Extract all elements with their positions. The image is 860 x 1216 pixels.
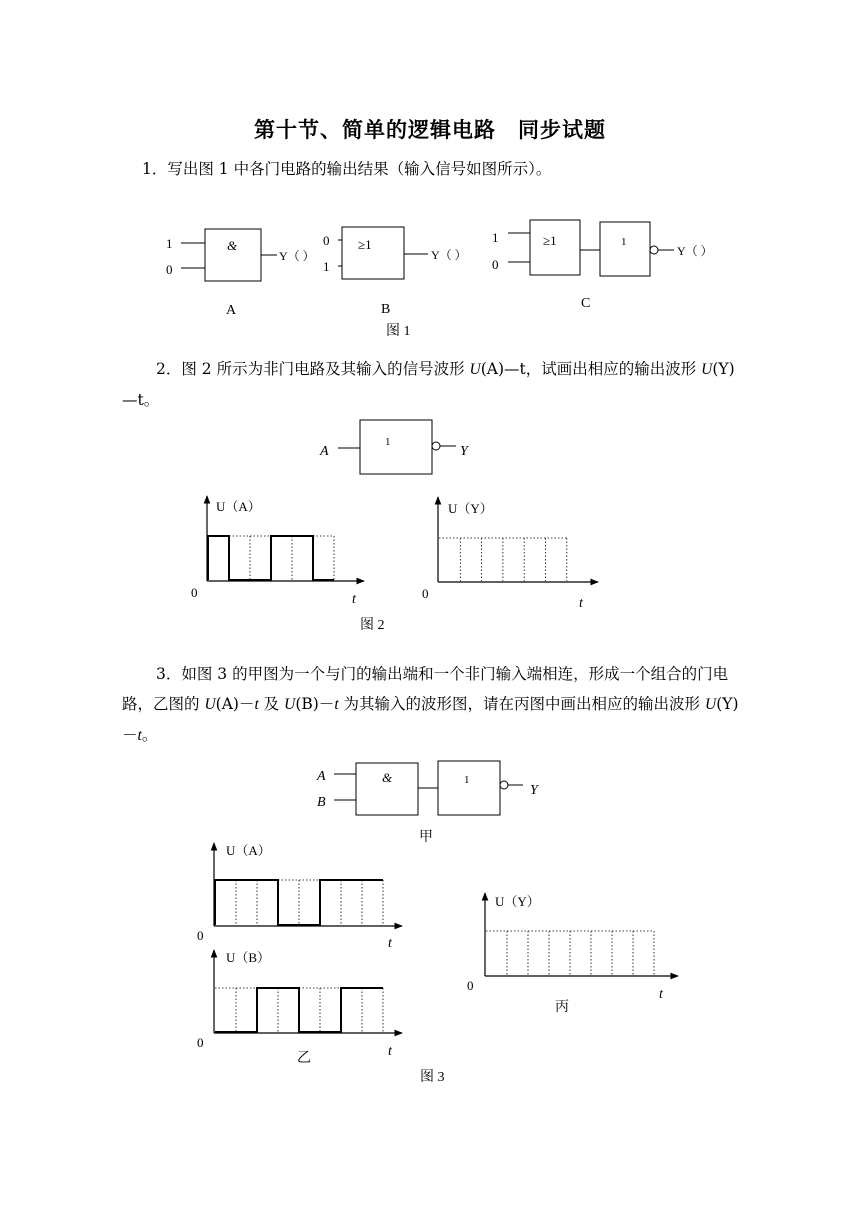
gate-c-or-not xyxy=(508,220,674,276)
waveform-path xyxy=(215,988,383,1032)
gate-a-output: Y（ ） xyxy=(279,249,315,263)
fig3-plot-b-t: t xyxy=(388,1044,392,1059)
fig3-plot-y-origin: 0 xyxy=(467,978,474,993)
fig3-and-symbol: & xyxy=(382,770,393,785)
figure-2-not-gate xyxy=(338,420,456,474)
fig3-waveform-b xyxy=(215,988,383,1032)
fig2-output-label: Y xyxy=(460,444,468,459)
fig3-input-a: A xyxy=(317,769,326,784)
gate-a-input-2: 0 xyxy=(166,262,173,277)
fig3-plot-y-label: U（Y） xyxy=(495,894,540,909)
gate-b-label: B xyxy=(381,302,391,317)
gate-a-and xyxy=(181,229,277,281)
fig2-plot-y-label: U（Y） xyxy=(448,501,493,516)
fig2-input-label: A xyxy=(320,444,329,459)
gate-b-input-1: 0 xyxy=(323,233,330,248)
fig3-input-b: B xyxy=(317,795,326,810)
gate-c-label: C xyxy=(581,296,591,311)
fig3-plot-a-label: U（A） xyxy=(226,843,271,858)
fig2-waveform-y-grid xyxy=(439,538,567,581)
fig3-label-jia: 甲 xyxy=(419,830,433,845)
gate-b-symbol: ≥1 xyxy=(358,237,372,252)
page-title: 第十节、简单的逻辑电路 同步试题 xyxy=(254,117,606,142)
gate-c-input-2: 0 xyxy=(492,257,499,272)
fig2-waveform-a xyxy=(208,536,334,580)
fig3-not-symbol: 1 xyxy=(464,774,470,786)
figure-3-circuit xyxy=(334,761,523,815)
fig3-plot-b-origin: 0 xyxy=(197,1035,204,1050)
fig2-not-symbol: 1 xyxy=(385,436,391,448)
figure-3-caption: 图 3 xyxy=(420,1070,445,1085)
question-2-text: 2．图 2 所示为非门电路及其输入的信号波形 U(A)—t，试画出相应的输出波形 U(Y)—t。 xyxy=(122,360,735,409)
fig3-label-yi: 乙 xyxy=(297,1051,311,1066)
fig3-plot-a-t: t xyxy=(388,936,392,951)
figure-2-caption: 图 2 xyxy=(360,618,385,633)
fig2-plot-a-t: t xyxy=(352,592,356,607)
fig3-plot-y-t: t xyxy=(659,987,663,1002)
gate-a-symbol: & xyxy=(227,238,238,253)
gate-b-input-2: 1 xyxy=(323,259,330,274)
gate-c-or-symbol: ≥1 xyxy=(543,233,557,248)
fig2-plot-y-origin: 0 xyxy=(422,586,429,601)
fig3-plot-a-origin: 0 xyxy=(197,928,204,943)
gate-b-output: Y（ ） xyxy=(431,248,467,262)
fig2-plot-y-t: t xyxy=(579,596,583,611)
waveform-path xyxy=(208,536,334,580)
gate-c-not-symbol: 1 xyxy=(621,236,627,248)
question-1-text: 1．写出图 1 中各门电路的输出结果（输入信号如图所示）。 xyxy=(142,160,552,178)
fig3-output-label: Y xyxy=(530,783,538,798)
gate-a-input-1: 1 xyxy=(166,236,173,251)
gate-c-output: Y（ ） xyxy=(677,244,713,258)
figure-1-caption: 图 1 xyxy=(386,324,411,339)
gate-c-input-1: 1 xyxy=(492,230,499,245)
fig2-plot-a-origin: 0 xyxy=(191,585,198,600)
fig3-waveform-y-grid xyxy=(486,931,654,975)
fig3-label-bing: 丙 xyxy=(555,1000,569,1015)
fig3-waveform-a xyxy=(215,880,383,925)
question-3-text: 3．如图 3 的甲图为一个与门的输出端和一个非门输入端相连，形成一个组合的门电路，乙图的 U(A)－t 及 U(B)－t 为其输入的波形图，请在丙图中画出相应的输出波形 U(Y)－t。 xyxy=(122,665,739,744)
gate-b-or xyxy=(338,227,428,279)
fig3-plot-b-label: U（B） xyxy=(226,950,271,965)
figure-1 xyxy=(181,220,674,281)
fig2-plot-a-label: U（A） xyxy=(216,499,261,514)
gate-a-label: A xyxy=(226,303,237,318)
